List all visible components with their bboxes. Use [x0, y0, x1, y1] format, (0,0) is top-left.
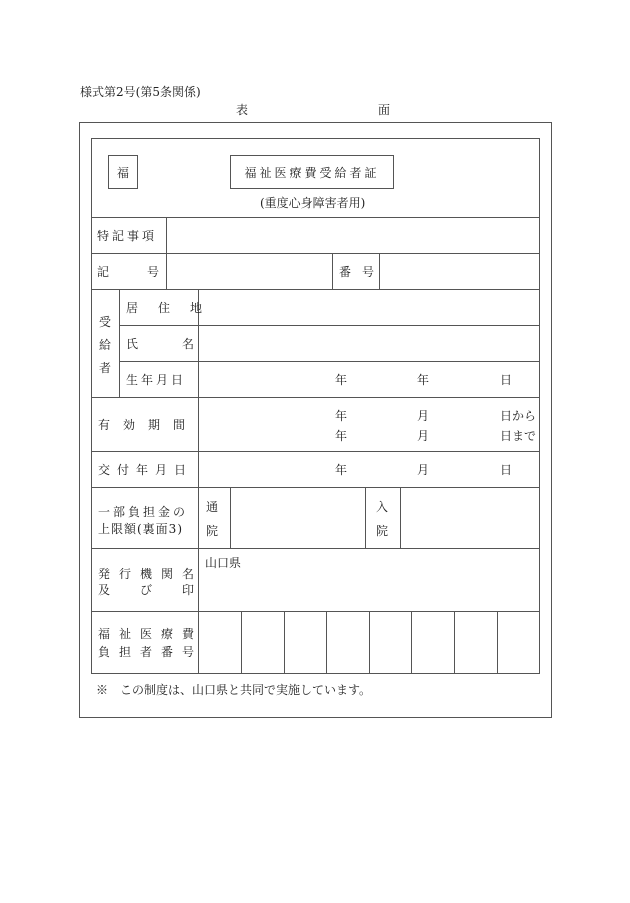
label-recipient-2: 給: [99, 338, 112, 352]
row-divider: [91, 289, 540, 290]
side-label-right: 面: [378, 103, 391, 117]
label-limit-line2: 上限額(裏面3): [98, 522, 183, 536]
row-divider: [91, 548, 540, 549]
col-divider: [119, 289, 120, 397]
label-issue-date: 交付年月日: [98, 463, 194, 477]
card-inner-frame: [91, 138, 540, 674]
label-outpatient-1: 通: [206, 500, 219, 514]
issue-month: 月: [417, 463, 430, 477]
footer-note: ※ この制度は、山口県と共同で実施しています。: [96, 683, 372, 697]
label-recipient-3: 者: [99, 361, 112, 375]
label-name-mei: 名: [182, 337, 195, 351]
valid-to-month: 月: [417, 429, 430, 443]
label-issuer-oyobi-2: び: [140, 583, 153, 597]
form-number: 様式第2号(第5条関係): [80, 85, 201, 99]
col-divider: [198, 289, 199, 674]
label-kigou-go: 号: [147, 265, 160, 279]
label-birthdate: 生年月日: [126, 373, 187, 387]
label-address: 居住地: [126, 301, 223, 315]
label-inpatient-1: 入: [376, 500, 389, 514]
row-divider: [119, 361, 540, 362]
valid-from-year: 年: [335, 409, 348, 423]
digit-cell-divider: [326, 611, 327, 674]
label-issuer-oyobi-1: 及: [98, 583, 111, 597]
label-special-notes: 特記事項: [97, 229, 158, 243]
badge-fuku: 福: [108, 155, 138, 189]
label-outpatient-2: 院: [206, 524, 219, 538]
birth-year-label-2: 年: [417, 373, 430, 387]
label-name-shi: 氏: [126, 337, 139, 351]
row-divider: [91, 253, 540, 254]
issue-year: 年: [335, 463, 348, 477]
card-title: 福祉医療費受給者証: [230, 155, 394, 189]
card-subtitle: (重度心身障害者用): [260, 196, 366, 210]
valid-from-month: 月: [417, 409, 430, 423]
label-inpatient-2: 院: [376, 524, 389, 538]
digit-cell-divider: [369, 611, 370, 674]
birth-year-label: 年: [335, 373, 348, 387]
col-divider: [332, 253, 333, 289]
row-divider: [91, 451, 540, 452]
row-divider: [91, 397, 540, 398]
issuer-value: 山口県: [205, 556, 242, 570]
row-divider: [91, 611, 540, 612]
col-divider: [365, 487, 366, 548]
label-burden-line2: 負担者番号: [98, 645, 204, 659]
col-divider: [230, 487, 231, 548]
row-divider: [91, 487, 540, 488]
row-divider: [91, 217, 540, 218]
digit-cell-divider: [241, 611, 242, 674]
digit-cell-divider: [411, 611, 412, 674]
label-kigou-ki: 記: [97, 265, 110, 279]
label-recipient-1: 受: [99, 315, 112, 329]
valid-from-suffix: 日から: [500, 409, 537, 423]
col-divider: [400, 487, 401, 548]
label-issuer-in: 印: [182, 583, 195, 597]
valid-to-suffix: 日まで: [500, 429, 537, 443]
digit-cell-divider: [454, 611, 455, 674]
digit-cell-divider: [497, 611, 498, 674]
col-divider: [166, 217, 167, 289]
label-bango-go: 号: [362, 265, 375, 279]
issue-day: 日: [500, 463, 513, 477]
label-bango-ban: 番: [339, 265, 352, 279]
row-divider: [119, 325, 540, 326]
side-label-left: 表: [236, 103, 249, 117]
birth-day-label: 日: [500, 373, 513, 387]
label-validity: 有効期間: [98, 418, 199, 432]
label-burden-line1: 福祉医療費: [98, 627, 204, 641]
valid-to-year: 年: [335, 429, 348, 443]
col-divider: [379, 253, 380, 289]
label-issuer-line1: 発行機関名: [98, 567, 204, 581]
label-limit-line1: 一部負担金の: [98, 505, 189, 519]
digit-cell-divider: [284, 611, 285, 674]
